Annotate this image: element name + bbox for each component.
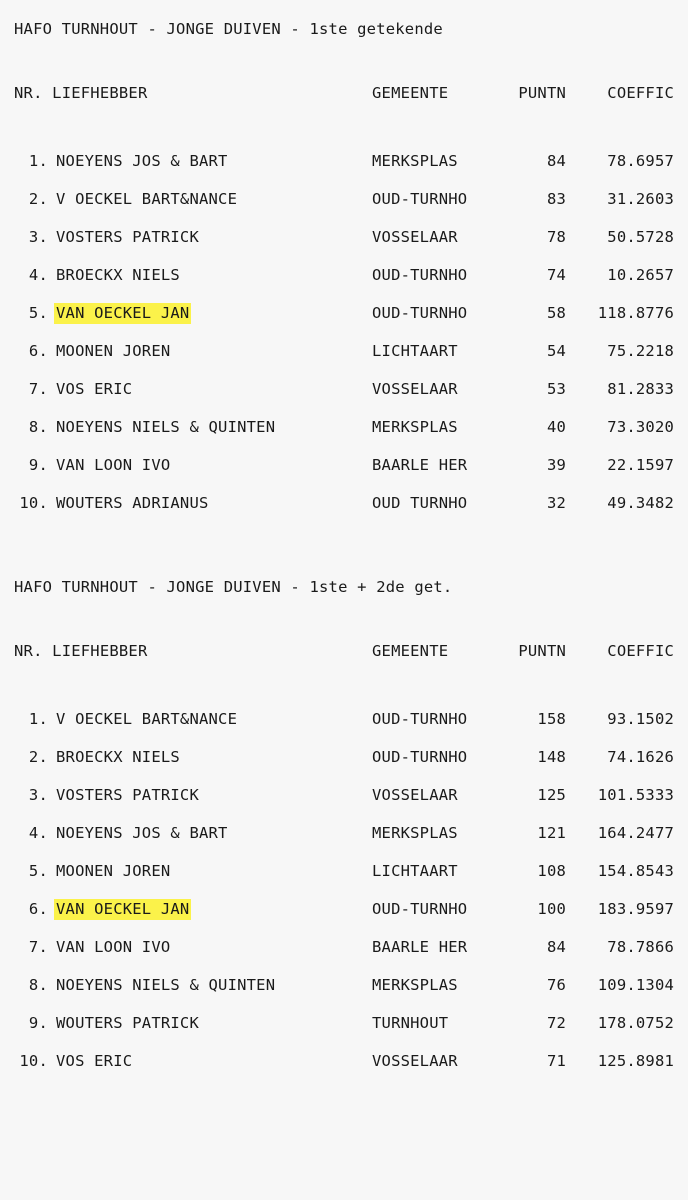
row-rank: 9.: [28, 1014, 48, 1032]
row-coeff: 22.1597: [607, 456, 675, 474]
row-rank: 6.: [28, 900, 48, 918]
table-row: [14, 484, 674, 522]
row-rank: 4.: [28, 824, 48, 842]
row-town: MERKSPLAS: [372, 152, 458, 170]
table-row: [14, 180, 674, 218]
row-coeff: 125.8981: [597, 1052, 675, 1070]
row-coeff: 101.5333: [597, 786, 675, 804]
row-rank: 2.: [28, 190, 48, 208]
column-header-coeff: COEFFIC: [607, 84, 675, 102]
row-rank: 6.: [28, 342, 48, 360]
table-row: [14, 446, 674, 484]
row-points: 84: [546, 938, 567, 956]
row-town: VOSSELAAR: [372, 1052, 458, 1070]
table-row: [14, 1042, 674, 1080]
row-coeff: 74.1626: [607, 748, 675, 766]
row-points: 76: [546, 976, 567, 994]
table-row: [14, 1004, 674, 1042]
row-coeff: 78.6957: [607, 152, 675, 170]
table-row: [14, 332, 674, 370]
row-coeff: 49.3482: [607, 494, 675, 512]
table-row: [14, 700, 674, 738]
section-title: HAFO TURNHOUT - JONGE DUIVEN - 1ste getekende: [14, 20, 443, 38]
row-points: 125: [537, 786, 567, 804]
row-name: V OECKEL BART&NANCE: [56, 710, 238, 728]
column-header-points: PUNTN: [518, 84, 567, 102]
row-rank: 10.: [19, 1052, 48, 1070]
row-points: 78: [546, 228, 567, 246]
row-name: VOS ERIC: [56, 380, 133, 398]
row-town: LICHTAART: [372, 342, 458, 360]
row-coeff: 50.5728: [607, 228, 675, 246]
row-points: 71: [546, 1052, 567, 1070]
row-town: OUD-TURNHO: [372, 304, 468, 322]
row-name: BROECKX NIELS: [56, 748, 180, 766]
row-points: 100: [537, 900, 567, 918]
row-coeff: 118.8776: [597, 304, 675, 322]
row-points: 121: [537, 824, 567, 842]
row-name: NOEYENS NIELS & QUINTEN: [56, 976, 276, 994]
row-town: VOSSELAAR: [372, 228, 458, 246]
row-town: OUD-TURNHO: [372, 900, 468, 918]
table-row: [14, 966, 674, 1004]
row-town: OUD-TURNHO: [372, 748, 468, 766]
column-header-nr-name: NR. LIEFHEBBER: [14, 642, 148, 660]
row-points: 83: [546, 190, 567, 208]
row-name: VAN LOON IVO: [56, 456, 171, 474]
table-header-row: [14, 642, 674, 700]
row-coeff: 10.2657: [607, 266, 675, 284]
row-coeff: 183.9597: [597, 900, 675, 918]
row-name: [56, 890, 372, 928]
row-coeff: 78.7866: [607, 938, 675, 956]
row-rank: 4.: [28, 266, 48, 284]
row-rank: 1.: [28, 152, 48, 170]
row-name: BROECKX NIELS: [56, 266, 180, 284]
row-town: OUD-TURNHO: [372, 710, 468, 728]
row-rank: 7.: [28, 938, 48, 956]
column-header-nr-name: NR. LIEFHEBBER: [14, 84, 148, 102]
row-coeff: 93.1502: [607, 710, 675, 728]
row-town: TURNHOUT: [372, 1014, 449, 1032]
column-header-town: GEMEENTE: [372, 642, 449, 660]
row-points: 108: [537, 862, 567, 880]
row-town: MERKSPLAS: [372, 418, 458, 436]
row-name: VOSTERS PATRICK: [56, 786, 199, 804]
row-name: V OECKEL BART&NANCE: [56, 190, 238, 208]
table-row: [14, 294, 674, 332]
table-row: [14, 142, 674, 180]
row-rank: 8.: [28, 976, 48, 994]
row-coeff: 154.8543: [597, 862, 675, 880]
row-rank: 3.: [28, 786, 48, 804]
row-coeff: 75.2218: [607, 342, 675, 360]
row-rank: 7.: [28, 380, 48, 398]
row-points: 84: [546, 152, 567, 170]
highlight-marker: VAN OECKEL JAN: [56, 900, 190, 918]
table-row: [14, 814, 674, 852]
row-name: VAN LOON IVO: [56, 938, 171, 956]
column-header-town: GEMEENTE: [372, 84, 449, 102]
section-title: HAFO TURNHOUT - JONGE DUIVEN - 1ste + 2de get.: [14, 578, 453, 596]
row-rank: 3.: [28, 228, 48, 246]
row-coeff: 164.2477: [597, 824, 675, 842]
results-table: [14, 84, 674, 522]
table-row: [14, 256, 674, 294]
row-coeff: 31.2603: [607, 190, 675, 208]
row-town: OUD-TURNHO: [372, 266, 468, 284]
table-row: [14, 776, 674, 814]
row-rank: 2.: [28, 748, 48, 766]
row-name: WOUTERS PATRICK: [56, 1014, 199, 1032]
row-name: NOEYENS JOS & BART: [56, 824, 228, 842]
row-town: OUD TURNHO: [372, 494, 468, 512]
column-header-points: PUNTN: [518, 642, 567, 660]
table-row: [14, 370, 674, 408]
row-name: VOSTERS PATRICK: [56, 228, 199, 246]
row-town: BAARLE HER: [372, 938, 468, 956]
row-town: LICHTAART: [372, 862, 458, 880]
row-points: 58: [546, 304, 567, 322]
section-divider: [14, 530, 674, 576]
column-header-coeff: COEFFIC: [607, 642, 675, 660]
row-town: VOSSELAAR: [372, 380, 458, 398]
row-points: 74: [546, 266, 567, 284]
table-row: [14, 852, 674, 890]
table-row: [14, 408, 674, 446]
row-town: MERKSPLAS: [372, 824, 458, 842]
table-row: [14, 890, 674, 928]
row-coeff: 73.3020: [607, 418, 675, 436]
highlight-marker: VAN OECKEL JAN: [56, 304, 190, 322]
table-row: [14, 738, 674, 776]
row-name: VOS ERIC: [56, 1052, 133, 1070]
table-row: [14, 928, 674, 966]
row-name: WOUTERS ADRIANUS: [56, 494, 209, 512]
row-name: [56, 294, 372, 332]
table-row: [14, 218, 674, 256]
row-rank: 8.: [28, 418, 48, 436]
row-points: 32: [546, 494, 567, 512]
row-rank: 9.: [28, 456, 48, 474]
row-coeff: 109.1304: [597, 976, 675, 994]
row-name: MOONEN JOREN: [56, 342, 171, 360]
row-points: 54: [546, 342, 567, 360]
row-points: 39: [546, 456, 567, 474]
row-rank: 5.: [28, 862, 48, 880]
row-name: NOEYENS JOS & BART: [56, 152, 228, 170]
row-town: OUD-TURNHO: [372, 190, 468, 208]
results-section: [14, 18, 674, 522]
row-town: VOSSELAAR: [372, 786, 458, 804]
row-name: MOONEN JOREN: [56, 862, 171, 880]
row-rank: 5.: [28, 304, 48, 322]
results-section: [14, 576, 674, 1080]
row-points: 53: [546, 380, 567, 398]
row-coeff: 81.2833: [607, 380, 675, 398]
row-points: 40: [546, 418, 567, 436]
row-town: BAARLE HER: [372, 456, 468, 474]
row-name: NOEYENS NIELS & QUINTEN: [56, 418, 276, 436]
row-town: MERKSPLAS: [372, 976, 458, 994]
row-points: 148: [537, 748, 567, 766]
row-rank: 10.: [19, 494, 48, 512]
row-points: 72: [546, 1014, 567, 1032]
table-header-row: [14, 84, 674, 142]
row-coeff: 178.0752: [597, 1014, 675, 1032]
row-points: 158: [537, 710, 567, 728]
row-rank: 1.: [28, 710, 48, 728]
results-table: [14, 642, 674, 1080]
